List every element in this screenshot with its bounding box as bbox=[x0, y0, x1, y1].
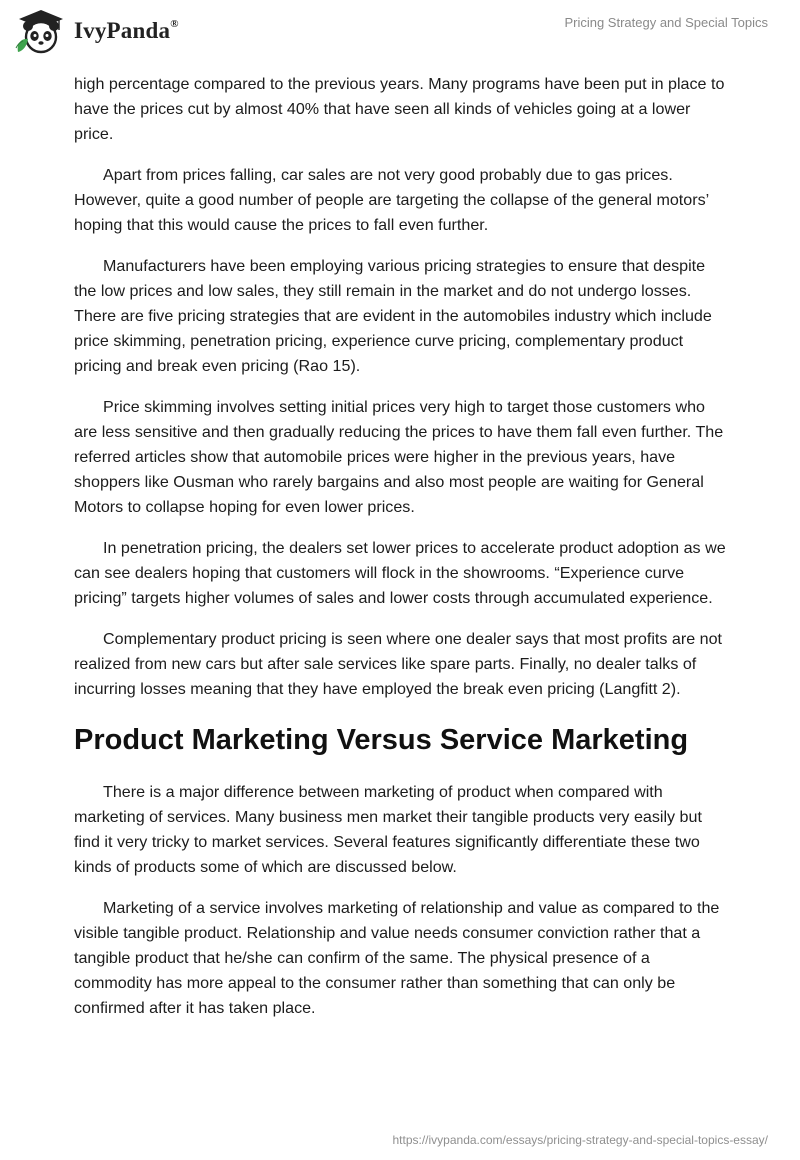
paragraph: Marketing of a service involves marketing of relationship and value as compared to the visible tangible product. Relationship and value needs consumer conviction rather that a tangible product that he/she can confirm of the same. The physical presence of a commodity has more appeal to the consumer rather than something that can only be confirmed after it has taken place. bbox=[74, 899, 720, 1017]
essay-body bbox=[74, 72, 726, 1037]
ivypanda-logo[interactable] bbox=[14, 8, 179, 54]
paragraph: Apart from prices falling, car sales are not very good probably due to gas prices. However, quite a good number of people are targeting the collapse of the general motors’ hoping that this would cause the prices to fall even further. bbox=[74, 166, 709, 234]
panda-logo-icon bbox=[14, 8, 68, 54]
page-header bbox=[0, 0, 800, 62]
paragraph: There is a major difference between marketing of product when compared with marketing of services. Many business men market their tangible products very easily but find it very tricky to market services. Several features significantly differentiate these two kinds of products some of which are discussed below. bbox=[74, 783, 702, 876]
section-heading: Product Marketing Versus Service Marketing bbox=[74, 724, 689, 756]
brand-name: IvyPanda® bbox=[74, 18, 179, 43]
source-url[interactable]: https://ivypanda.com/essays/pricing-strategy-and-special-topics-essay/ bbox=[392, 1133, 768, 1147]
paragraph: Manufacturers have been employing various pricing strategies to ensure that despite the low prices and low sales, they still remain in the market and do not undergo losses. There are five pricing strategies that are evident in the automobiles industry which include price skimming, penetration pricing, experience curve pricing, complementary product pricing and break even pricing (Rao 15). bbox=[74, 257, 712, 375]
paragraph: In penetration pricing, the dealers set lower prices to accelerate product adoption as we can see dealers hoping that customers will flock in the showrooms. “Experience curve pricing” targets higher volumes of sales and lower costs through accumulated experience. bbox=[74, 539, 726, 607]
paragraph: Price skimming involves setting initial prices very high to target those customers who are less sensitive and then gradually reducing the prices to have them fall even further. The referred articles show that automobile prices were higher in the previous years, have shoppers like Ousman who rarely bargains and also most people are waiting for General Motors to collapse hoping for even lower prices. bbox=[74, 398, 724, 516]
paragraph: Complementary product pricing is seen where one dealer says that most profits are not realized from new cars but after sale services like spare parts. Finally, no dealer talks of incurring losses meaning that they have employed the break even pricing (Langfitt 2). bbox=[74, 630, 723, 698]
paragraph: high percentage compared to the previous years. Many programs have been put in place to have the prices cut by almost 40% that have seen all kinds of vehicles going at a lower price. bbox=[74, 75, 725, 143]
document-title: Pricing Strategy and Special Topics bbox=[564, 15, 768, 30]
